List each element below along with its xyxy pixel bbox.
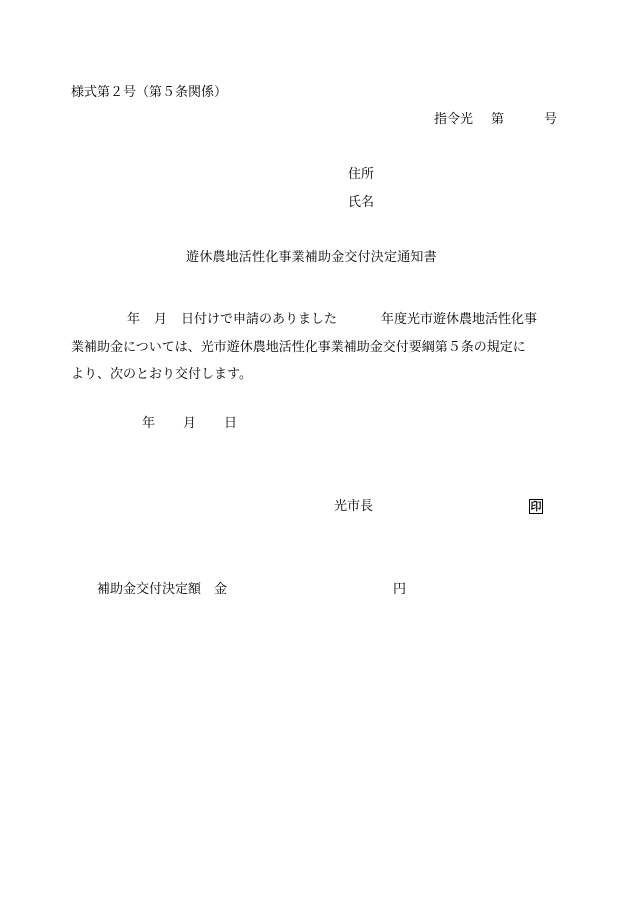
name-label: 氏名 (348, 195, 375, 210)
body-line-2: 業補助金については、光市遊休農地活性化事業補助金交付要綱第５条の規定に (71, 339, 526, 355)
amount-yen: 円 (393, 582, 407, 597)
issuer-title: 光市長 (334, 499, 374, 514)
issue-date (142, 417, 237, 430)
date-month: 月 (183, 416, 197, 431)
body-paragraph (71, 306, 561, 389)
amount-kin: 金 (214, 582, 228, 597)
date-day: 日 (224, 416, 238, 431)
reference-dai: 第 (491, 112, 505, 127)
form-number-label: 様式第２号（第５条関係） (71, 85, 228, 100)
subsidy-amount (97, 583, 406, 596)
date-year: 年 (142, 416, 156, 431)
reference-prefix: 指令光 (434, 112, 474, 127)
reference-go: 号 (544, 112, 558, 127)
amount-label: 補助金交付決定額 (97, 582, 202, 597)
body-line-3: より、次のとおり交付します。 (71, 367, 252, 382)
address-label: 住所 (348, 167, 375, 182)
seal-icon: 印 (530, 500, 542, 513)
body-line-1: 年 月 日付けで申請のありました 年度光市遊休農地活性化事 (127, 312, 538, 327)
document-title: 遊休農地活性化事業補助金交付決定通知書 (186, 250, 437, 265)
reference-number (434, 113, 557, 126)
